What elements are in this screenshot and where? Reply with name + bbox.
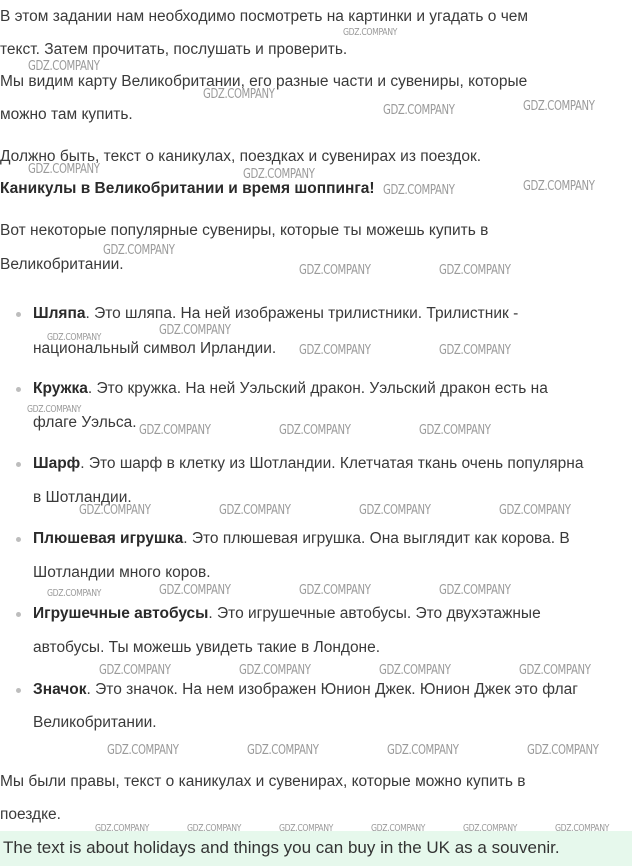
- item-text-continued: национальный символ Ирландии.: [33, 340, 277, 357]
- item-text-continued: автобусы. Ты можешь увидеть такие в Лондоне.: [33, 639, 381, 656]
- item-term: Шарф: [33, 455, 81, 472]
- watermark: GDZ.COMPANY: [79, 503, 151, 518]
- bullet-icon: [16, 612, 21, 617]
- watermark: GDZ.COMPANY: [187, 823, 242, 834]
- item-text-continued: флаге Уэльса.: [33, 414, 137, 431]
- watermark: GDZ.COMPANY: [299, 583, 371, 598]
- item-text: . Это шляпа. На ней изображены трилистники. Трилистник -: [85, 305, 519, 322]
- watermark: GDZ.COMPANY: [439, 263, 511, 278]
- item-term: Значок: [33, 681, 87, 698]
- translation-text: The text is about holidays and things you can buy in the UK as a souvenir.: [3, 838, 560, 857]
- paragraph-5-line-1: Мы были правы, текст о каникулах и сувенирах, которые можно купить в: [0, 773, 526, 790]
- watermark: GDZ.COMPANY: [299, 343, 371, 358]
- paragraph-5-line-2: поездке.: [0, 806, 61, 823]
- watermark: GDZ.COMPANY: [203, 87, 275, 102]
- item-text-continued: Шотландии много коров.: [33, 564, 211, 581]
- watermark: GDZ.COMPANY: [463, 823, 518, 834]
- watermark: GDZ.COMPANY: [499, 503, 571, 518]
- watermark: GDZ.COMPANY: [139, 423, 211, 438]
- section-heading: Каникулы в Великобритании и время шоппинга!: [0, 180, 375, 197]
- item-text: . Это плюшевая игрушка. Она выглядит как корова. В: [183, 530, 570, 547]
- item-text-continued: в Шотландии.: [33, 489, 132, 506]
- watermark: GDZ.COMPANY: [99, 663, 171, 678]
- watermark: GDZ.COMPANY: [519, 663, 591, 678]
- paragraph-4-line-1: Вот некоторые популярные сувениры, которые ты можешь купить в: [0, 222, 489, 239]
- watermark: GDZ.COMPANY: [47, 588, 102, 599]
- watermark: GDZ.COMPANY: [27, 404, 82, 415]
- watermark: GDZ.COMPANY: [95, 823, 150, 834]
- watermark: GDZ.COMPANY: [159, 583, 231, 598]
- watermark: GDZ.COMPANY: [439, 583, 511, 598]
- watermark: GDZ.COMPANY: [159, 323, 231, 338]
- item-text: . Это значок. На нем изображен Юнион Джек. Юнион Джек это флаг: [86, 681, 578, 698]
- watermark: GDZ.COMPANY: [379, 663, 451, 678]
- item-term: Кружка: [33, 380, 88, 397]
- bullet-icon: [16, 462, 21, 467]
- watermark: GDZ.COMPANY: [439, 343, 511, 358]
- paragraph-1-line-1: В этом задании нам необходимо посмотреть на картинки и угадать о чем: [0, 8, 529, 25]
- bullet-icon: [16, 688, 21, 693]
- paragraph-2-line-1: Мы видим карту Великобритании, его разные части и сувениры, которые: [0, 73, 528, 90]
- watermark: GDZ.COMPANY: [47, 332, 102, 343]
- watermark: GDZ.COMPANY: [279, 823, 334, 834]
- bullet-icon: [16, 387, 21, 392]
- item-term: Игрушечные автобусы: [33, 605, 209, 622]
- item-text: . Это шарф в клетку из Шотландии. Клетчатая ткань очень популярна: [80, 455, 584, 472]
- paragraph-1-line-2: текст. Затем прочитать, послушать и проверить.: [0, 41, 348, 58]
- watermark: GDZ.COMPANY: [219, 503, 291, 518]
- watermark: GDZ.COMPANY: [299, 263, 371, 278]
- watermark: GDZ.COMPANY: [279, 423, 351, 438]
- watermark: GDZ.COMPANY: [107, 743, 179, 758]
- watermark: GDZ.COMPANY: [383, 183, 455, 198]
- item-text: . Это кружка. На ней Уэльский дракон. Уэльский дракон есть на: [87, 380, 548, 397]
- watermark: GDZ.COMPANY: [527, 743, 599, 758]
- watermark: GDZ.COMPANY: [359, 503, 431, 518]
- watermark: GDZ.COMPANY: [103, 243, 175, 258]
- watermark: GDZ.COMPANY: [343, 27, 398, 38]
- item-term: Плюшевая игрушка: [33, 530, 184, 547]
- watermark: GDZ.COMPANY: [419, 423, 491, 438]
- watermark: GDZ.COMPANY: [28, 162, 100, 177]
- item-text: . Это игрушечные автобусы. Это двухэтажные: [208, 605, 541, 622]
- watermark: GDZ.COMPANY: [371, 823, 426, 834]
- bullet-icon: [16, 312, 21, 317]
- watermark: GDZ.COMPANY: [523, 99, 595, 114]
- paragraph-2-line-2: можно там купить.: [0, 106, 133, 123]
- item-term: Шляпа: [33, 305, 86, 322]
- watermark: GDZ.COMPANY: [383, 103, 455, 118]
- item-text-continued: Великобритании.: [33, 714, 157, 731]
- paragraph-3: Должно быть, текст о каникулах, поездках и сувенирах из поездок.: [0, 148, 482, 165]
- watermark: GDZ.COMPANY: [239, 663, 311, 678]
- watermark: GDZ.COMPANY: [523, 179, 595, 194]
- bullet-icon: [16, 537, 21, 542]
- watermark: GDZ.COMPANY: [243, 167, 315, 182]
- watermark: GDZ.COMPANY: [247, 743, 319, 758]
- watermark: GDZ.COMPANY: [555, 823, 610, 834]
- watermark: GDZ.COMPANY: [28, 59, 100, 74]
- watermark: GDZ.COMPANY: [387, 743, 459, 758]
- paragraph-4-line-2: Великобритании.: [0, 256, 124, 273]
